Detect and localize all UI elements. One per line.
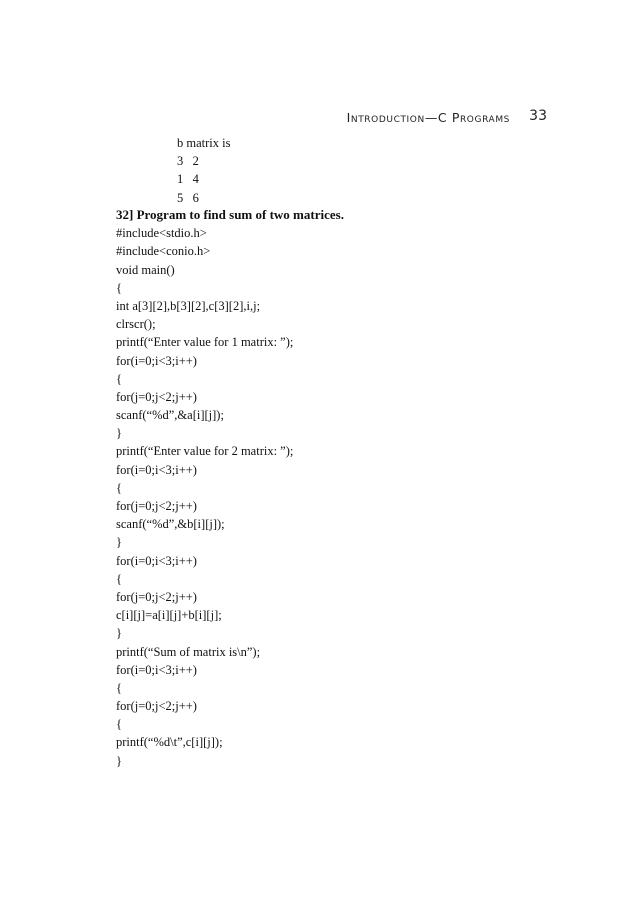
code-line: #include<stdio.h> [116, 226, 207, 241]
code-line: { [116, 571, 122, 586]
code-line: int a[3][2],b[3][2],c[3][2],i,j; [116, 298, 261, 313]
code-line: printf(“Sum of matrix is\n”); [116, 644, 261, 659]
page-number: 33 [529, 108, 547, 124]
section-heading: 32] Program to find sum of two matrices. [116, 207, 344, 222]
code-line: printf(“Enter value for 2 matrix: ”); [116, 444, 294, 459]
code-line: c[i][j]=a[i][j]+b[i][j]; [116, 608, 222, 623]
code-line: printf(“Enter value for 1 matrix: ”); [116, 335, 294, 350]
code-line: } [116, 626, 122, 641]
output-line: b matrix is [177, 136, 231, 150]
code-line: { [116, 717, 122, 732]
code-line: } [116, 753, 122, 768]
header-title: Introduction—C Programs [346, 110, 510, 125]
code-line: printf(“%d\t”,c[i][j]); [116, 735, 223, 750]
code-line: } [116, 426, 122, 441]
code-line: { [116, 371, 122, 386]
output-line: 1 4 [177, 172, 199, 187]
code-line: { [116, 280, 122, 295]
code-line: for(i=0;i<3;i++) [116, 662, 197, 677]
code-line: scanf(“%d”,&a[i][j]); [116, 408, 224, 423]
code-line: for(j=0;j<2;j++) [116, 389, 197, 404]
output-line: 5 6 [177, 190, 199, 205]
code-line: } [116, 535, 122, 550]
code-line: void main() [116, 262, 175, 277]
code-line: #include<conio.h> [116, 244, 211, 259]
program-section [116, 206, 344, 770]
code-line: { [116, 480, 122, 495]
code-line: for(j=0;j<2;j++) [116, 499, 197, 513]
program-output-block [177, 134, 230, 207]
code-line: scanf(“%d”,&b[i][j]); [116, 517, 225, 532]
code-line: for(j=0;j<2;j++) [116, 699, 197, 714]
running-header [0, 110, 638, 130]
code-line: for(j=0;j<2;j++) [116, 589, 197, 604]
code-line: for(i=0;i<3;i++) [116, 353, 197, 368]
code-line: clrscr(); [116, 317, 156, 332]
code-listing [116, 224, 344, 770]
code-line: { [116, 680, 122, 695]
code-line: for(i=0;i<3;i++) [116, 553, 197, 568]
output-line: 3 2 [177, 154, 199, 169]
code-line: for(i=0;i<3;i++) [116, 462, 197, 477]
